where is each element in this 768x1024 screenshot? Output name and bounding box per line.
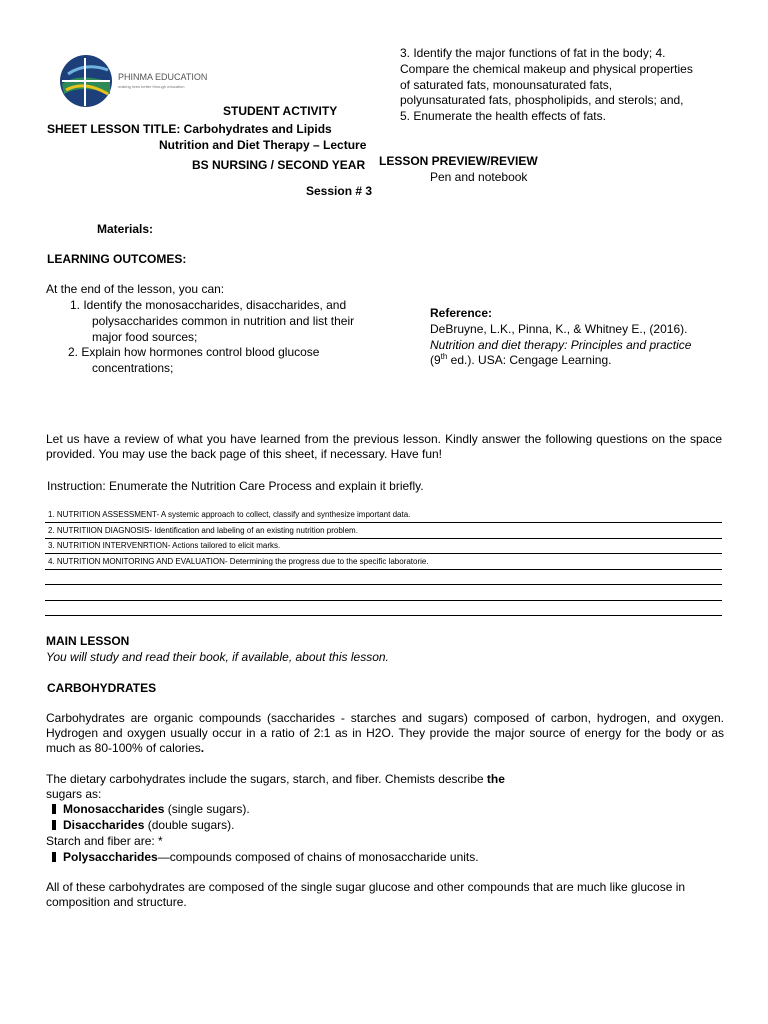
outcomes-intro: At the end of the lesson, you can: [46,282,225,296]
answer-line[interactable] [45,507,722,523]
outcome-3-4-line-3: of saturated fats, monounsaturated fats, [400,78,613,92]
header-line-4: BS NURSING / SECOND YEAR [192,158,366,172]
answer-text: 2. NUTRITIION DIAGNOSIS- Identification and labeling of an existing nutrition problem. [48,526,358,535]
monosaccharides-term: Monosaccharides [63,802,165,816]
monosaccharides-desc: (single sugars). [164,802,250,816]
learning-outcomes-heading: LEARNING OUTCOMES: [47,252,187,266]
logo-emblem-icon [58,54,218,110]
dietary-carbs-line [46,772,505,787]
list-item-disaccharides [52,818,234,833]
outcome-2-line-1: 2. Explain how hormones control blood glucose [68,345,320,359]
outcome-3-4-line-1: 3. Identify the major functions of fat in the body; 4. [400,46,666,60]
answer-line[interactable] [45,554,722,570]
materials-value: Pen and notebook [430,170,528,184]
session-number: Session # 3 [306,184,373,198]
bullet-icon [52,804,56,814]
answer-line[interactable] [45,585,722,601]
answer-line[interactable] [45,523,722,539]
answer-line[interactable] [45,600,722,616]
answer-text: 4. NUTRITION MONITORING AND EVALUATION- Determining the progress due to the specific laboratorie. [48,557,429,566]
polysaccharides-term: Polysaccharides [63,850,158,864]
outcome-1-line-2: polysaccharides common in nutrition and list their [92,314,355,328]
logo-tagline-text: making lives better through education [118,84,185,89]
outcome-5: 5. Enumerate the health effects of fats. [400,109,606,123]
disaccharides-desc: (double sugars). [144,818,235,832]
reference-publisher: ed.). USA: Cengage Learning. [447,353,612,367]
carbohydrates-period: . [200,741,205,755]
header-line-2: SHEET LESSON TITLE: Carbohydrates and Lipids [47,122,332,136]
answer-line[interactable] [45,569,722,585]
final-paragraph: All of these carbohydrates are composed of the single sugar glucose and other compounds that are much like glucose in composition and structure. [46,880,686,909]
carbohydrates-paragraph [46,711,724,756]
reference-line-3 [430,353,611,368]
review-instruction: Instruction: Enumerate the Nutrition Care Process and explain it briefly. [47,479,424,493]
school-logo [58,54,218,110]
list-item-polysaccharides [52,850,479,865]
carbohydrates-text: Carbohydrates are organic compounds (saccharides - starches and sugars) composed of carbon, hydrogen, and oxygen. Hydrogen and oxygen usually occur in a ratio of 2:1 as in H2O. They provide the major source of energy for the body or as much as 80-100% of calories [46,711,724,755]
list-item-monosaccharides [52,802,250,817]
review-paragraph: Let us have a review of what you have learned from the previous lesson. Kindly answer the following questions on the space provided. You may use the back page of this sheet, if necessary. Have fun! [46,432,722,461]
carbohydrates-heading: CARBOHYDRATES [47,681,157,695]
reference-edition-sup: th [440,352,448,361]
outcome-2-line-2: concentrations; [92,361,174,375]
polysaccharides-desc: —compounds composed of chains of monosaccharide units. [157,850,479,864]
dietary-carbs-bold: the [486,772,505,786]
bullet-icon [52,852,56,862]
disaccharides-term: Disaccharides [63,818,145,832]
logo-brand-text: PHINMA EDUCATION [118,72,208,82]
outcome-3-4-line-2: Compare the chemical makeup and physical properties [400,62,693,76]
bullet-icon [52,820,56,830]
outcome-1-line-3: major food sources; [92,330,198,344]
reference-edition-number: (9 [430,353,441,367]
sugars-as-line: sugars as: [46,787,102,801]
reference-line-2: Nutrition and diet therapy: Principles and practice [430,338,692,352]
outcome-1-line-1: 1. Identify the monosaccharides, disaccharides, and [70,298,347,312]
lesson-preview-heading: LESSON PREVIEW/REVIEW [379,154,538,168]
answer-text: 3. NUTRITION INTERVENRTION- Actions tailored to elicit marks. [48,541,281,550]
header-line-3: Nutrition and Diet Therapy – Lecture [159,138,367,152]
answer-text: 1. NUTRITION ASSESSMENT- A systemic approach to collect, classify and synthesize important data. [48,510,411,519]
materials-label: Materials: [97,222,154,236]
reference-line-1: DeBruyne, L.K., Pinna, K., & Whitney E., (2016). [430,322,688,336]
main-lesson-heading: MAIN LESSON [46,634,130,648]
answer-line[interactable] [45,538,722,554]
main-lesson-subtext: You will study and read their book, if available, about this lesson. [46,650,389,664]
reference-label: Reference: [430,306,493,320]
starch-fiber-line: Starch and fiber are: * [46,834,163,848]
header-line-1: STUDENT ACTIVITY [223,104,338,118]
outcome-3-4-line-4: polyunsaturated fats, phospholipids, and sterols; and, [400,93,684,107]
dietary-carbs-text: The dietary carbohydrates include the sugars, starch, and fiber. Chemists describe [46,772,487,786]
